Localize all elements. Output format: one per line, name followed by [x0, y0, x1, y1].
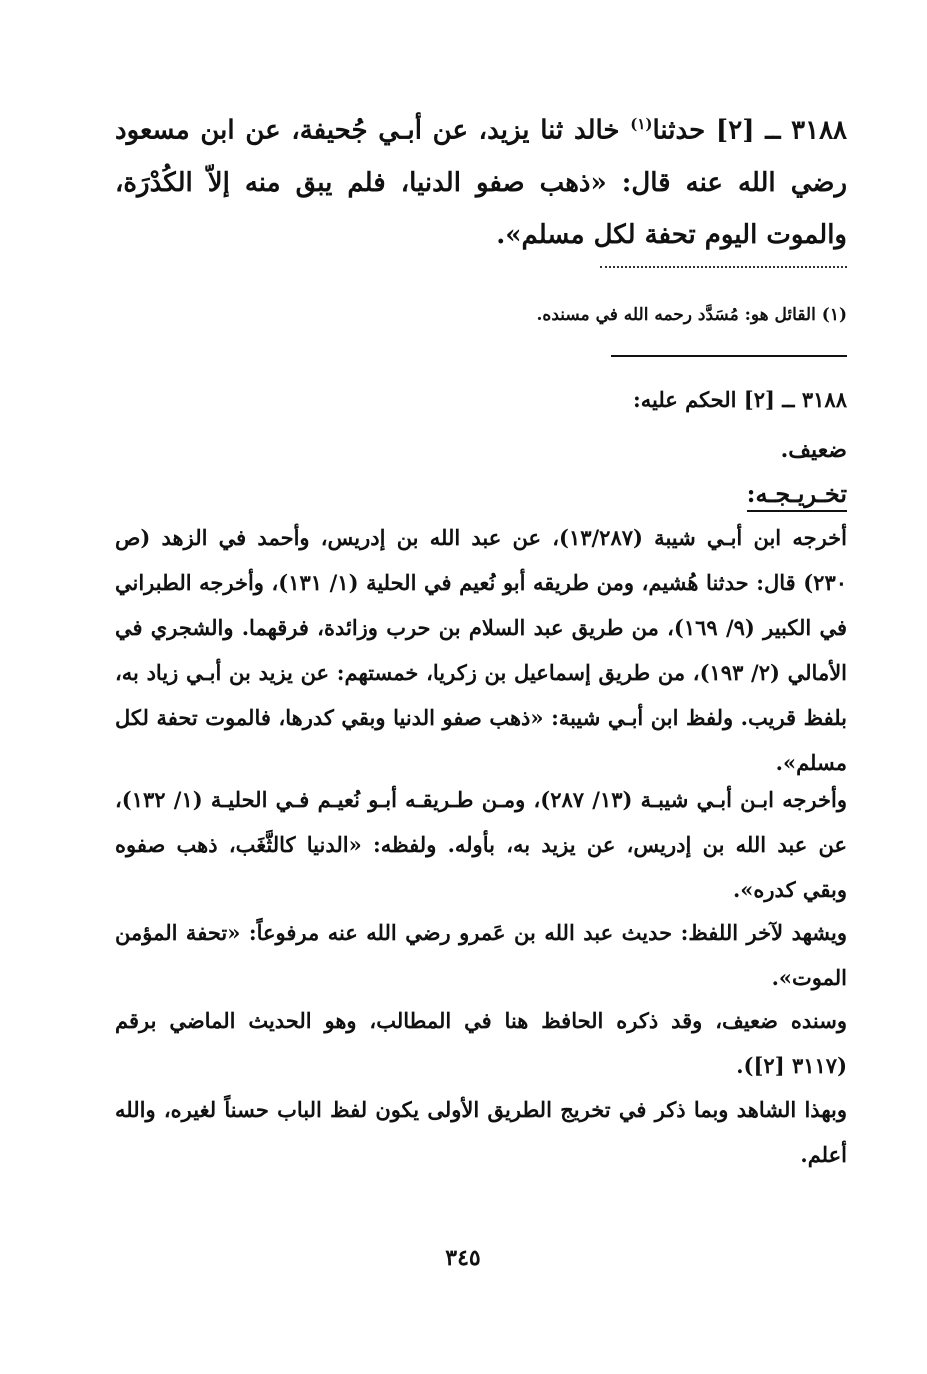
footnote-marker[interactable]: (١) [630, 115, 653, 133]
footnote [300, 300, 847, 330]
takhrij-heading [300, 474, 847, 514]
takhrij-paragraph-4: وسنده ضعيف، وقد ذكره الحافظ هنا في المطالب، وهو الحديث الماضي برقم (٣١١٧ [٢]). [115, 1008, 847, 1078]
section-divider-line [611, 355, 847, 357]
ruling-heading: ٣١٨٨ ــ [٢] الحكم عليه: [632, 387, 847, 412]
takhrij-paragraph-5: وبهذا الشاهد وبما ذكر في تخريج الطريق الأولى يكون لفظ الباب حسناً لغيره، والله أعلم. [115, 1097, 847, 1167]
takhrij-paragraph-2: وأخرجه ابـن أبـي شيبـة (١٣/ ٢٨٧)، ومـن طـريقـه أبـو نُعيـم فـي الحليـة (١/ ١٣٢)، عن عبد الله بن إدريس، عن يزيد به، بأوله. ولفظه: «الدنيا كالثَّغَب، ذهب صفوه وبقي كدره». [115, 787, 847, 902]
takhrij-paragraph-1: أخرجه ابن أبـي شيبة (١٣/٢٨٧)، عن عبد الله بن إدريس، وأحمد في الزهد (ص ٢٣٠) قال: حدثنا هُشيم، ومن طريقه أبو نُعيم في الحلية (١/ ١٣١)، وأخرجه الطبراني في الكبير (٩/ ١٦٩)، من طريق عبد السلام بن حرب وزائدة، فرقهما. والشجري في الأمالي (٢/ ١٩٣)، من طريق إسماعيل بن زكريا، خمستهم: عن يزيد بن أبـي زياد به، بلفظ قريب. ولفظ ابن أبـي شيبة: «ذهب صفو الدنيا وبقي كدرها، فالموت تحفة لكل مسلم». [115, 525, 848, 775]
hadith-body: خالد ثنا يزيد، عن أبـي جُحيفة، عن ابن مسعود رضي الله عنه قال: «ذهب صفو الدنيا، فلم يبق منه إلاّ الكُدْرَة، والموت اليوم تحفة لكل مسلم». [115, 115, 847, 250]
takhrij-heading-text: تخـريـجـه: [747, 479, 847, 512]
hadith-number-and-intro: ٣١٨٨ ــ [٢] حدثنا [652, 115, 848, 146]
ruling-verdict: ضعيف. [780, 437, 847, 463]
page-number: ٣٤٥ [445, 1245, 481, 1271]
hadith-text [115, 98, 847, 261]
footnote-separator-dots [600, 266, 847, 270]
takhrij-paragraph-3: ويشهد لآخر اللفظ: حديث عبد الله بن عَمرو رضي الله عنه مرفوعاً: «تحفة المؤمن الموت». [115, 920, 847, 990]
footnote-text: (١) القائل هو: مُسَدَّد رحمه الله في مسنده. [536, 305, 847, 325]
